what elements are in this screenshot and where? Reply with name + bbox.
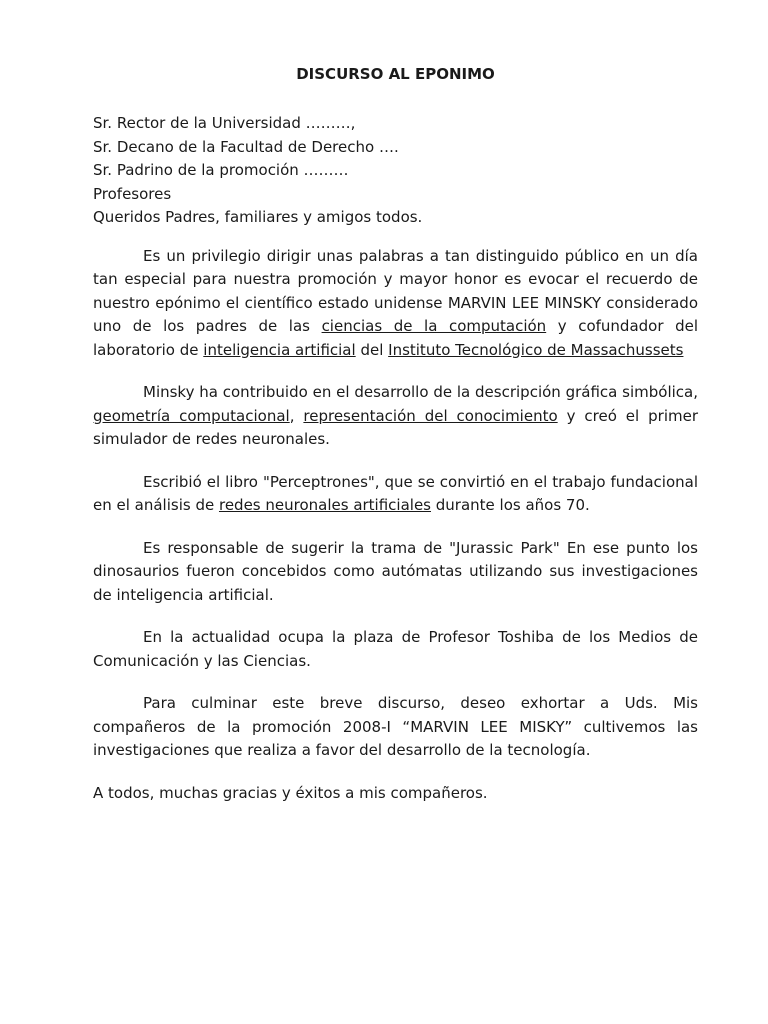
paragraph-text: del [355, 340, 389, 359]
paragraph-intro [93, 245, 698, 363]
paragraph-text: Minsky ha contribuido en el desarrollo de la descripción gráfica simbólica, [143, 383, 698, 401]
paragraph-text: Es un privilegio dirigir unas palabras a tan distinguido público en un día tan especial para nuestra promoción y mayor honor es evocar el recuerdo de nuestro epónimo el científico estado unidense MARVIN LEE MINSKY considerado uno de los padres de las [93, 246, 698, 335]
paragraph-text: durante los años 70. [431, 496, 590, 514]
salutation-line: Profesores [93, 184, 172, 203]
link-instituto-massachussets[interactable]: Instituto Tecnológico de Massachussets [388, 340, 684, 359]
link-inteligencia-artificial[interactable]: inteligencia artificial [203, 340, 356, 359]
link-geometria-computacional[interactable]: geometría computacional [93, 406, 290, 425]
paragraph-contributions [93, 381, 698, 452]
paragraph-jurassic-park: Es responsable de sugerir la trama de "Jurassic Park" En ese punto los dinosaurios fueron concebidos como autómatas utilizando sus investigaciones de inteligencia artificial. [93, 538, 698, 604]
paragraph-text: , [289, 406, 304, 425]
document-page [93, 62, 698, 805]
paragraph-text: y creó el primer simulador de redes neuronales. [93, 406, 698, 448]
link-representacion-conocimiento[interactable]: representación del conocimiento [303, 406, 558, 425]
salutation-block [93, 112, 698, 230]
closing-line: A todos, muchas gracias y éxitos a mis compañeros. [93, 783, 488, 802]
salutation-line: Queridos Padres, familiares y amigos todos. [93, 208, 423, 226]
salutation-line: Sr. Padrino de la promoción ……… [93, 161, 349, 179]
paragraph-text: Escribió el libro "Perceptrones", que se convirtió en el trabajo fundacional en el análisis de [93, 472, 698, 514]
paragraph-culminar: Para culminar este breve discurso, deseo exhortar a Uds. Mis compañeros de la promoción 2008-I “MARVIN LEE MISKY” cultivemos las investigaciones que realiza a favor del desarrollo de la tecnología. [93, 694, 698, 759]
paragraph-toshiba: En la actualidad ocupa la plaza de Profesor Toshiba de los Medios de Comunicación y las Ciencias. [93, 628, 698, 670]
paragraph-perceptrones [93, 471, 698, 518]
paragraph-text: y cofundador del laboratorio de [93, 317, 698, 359]
link-ciencias-computacion[interactable]: ciencias de la computación [321, 317, 547, 335]
link-redes-neuronales[interactable]: redes neuronales artificiales [218, 496, 431, 514]
salutation-line: Sr. Decano de la Facultad de Derecho …. [93, 137, 399, 156]
salutation-line: Sr. Rector de la Universidad ………, [93, 114, 356, 132]
document-title: DISCURSO AL EPONIMO [296, 65, 495, 83]
